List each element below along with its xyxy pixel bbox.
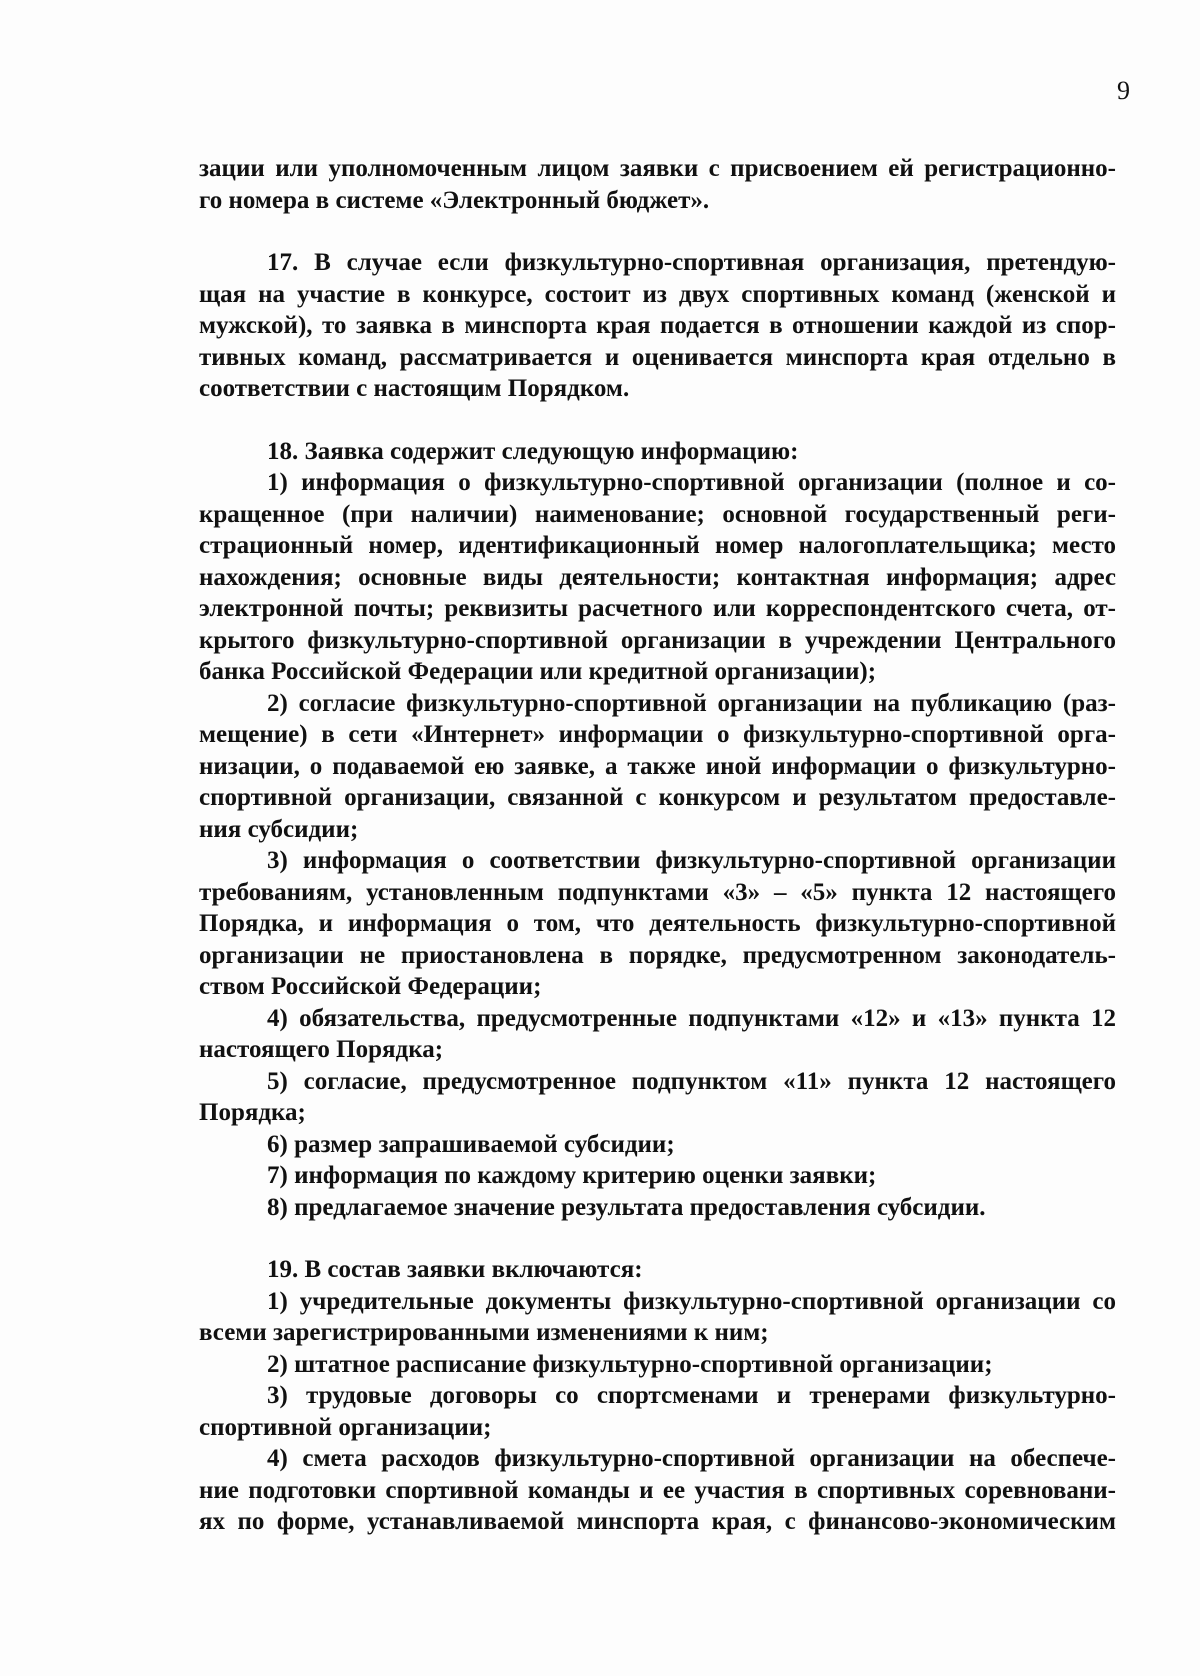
list-item-line: 4) обязательства, предусмотренные подпунктами «12» и «13» пункта 12 bbox=[267, 1004, 1116, 1032]
paragraph-19-heading: 19. В состав заявки включаются: bbox=[267, 1256, 643, 1283]
list-item-line: мещение) в сети «Интернет» информации о физкультурно-спортивной орга- bbox=[199, 721, 1116, 748]
list-item-line: страционный номер, идентификационный номер налогоплательщика; место bbox=[199, 532, 1116, 559]
list-item-line: ние подготовки спортивной команды и ее участия в спортивных соревновани- bbox=[199, 1476, 1116, 1504]
list-item-line: 7) информация по каждому критерию оценки заявки; bbox=[267, 1162, 877, 1189]
list-item-line: электронной почты; реквизиты расчетного или корреспондентского счета, от- bbox=[199, 595, 1116, 622]
list-item-line: 6) размер запрашиваемой субсидии; bbox=[267, 1130, 675, 1158]
paragraph-17-line: тивных команд, рассматривается и оценивается минспорта края отдельно в bbox=[199, 343, 1116, 371]
text-line: зации или уполномоченным лицом заявки с присвоением ей регистрационно- bbox=[199, 155, 1116, 182]
list-item-line: спортивной организации; bbox=[199, 1413, 492, 1441]
paragraph-17-line: щая на участие в конкурсе, состоит из двух спортивных команд (женской и bbox=[199, 280, 1116, 308]
list-item-line: низации, о подаваемой ею заявке, а также иной информации о физкультурно- bbox=[199, 752, 1116, 780]
list-item-line: нахождения; основные виды деятельности; контактная информация; адрес bbox=[199, 563, 1116, 591]
list-item-line: спортивной организации, связанной с конкурсом и результатом предоставле- bbox=[199, 784, 1116, 811]
list-item-line: 3) трудовые договоры со спортсменами и тренерами физкультурно- bbox=[267, 1382, 1116, 1409]
list-item-line: 1) информация о физкультурно-спортивной организации (полное и со- bbox=[267, 469, 1116, 496]
list-item-line: банка Российской Федерации или кредитной организации); bbox=[199, 658, 877, 685]
list-item-line: 4) смета расходов физкультурно-спортивной организации на обеспече- bbox=[267, 1445, 1116, 1472]
list-item-line: настоящего Порядка; bbox=[199, 1036, 444, 1063]
list-item-line: Порядка; bbox=[199, 1099, 306, 1126]
list-item-line: 2) штатное расписание физкультурно-спортивной организации; bbox=[267, 1350, 993, 1378]
text-line: го номера в системе «Электронный бюджет». bbox=[199, 186, 710, 214]
list-item-line: 2) согласие физкультурно-спортивной организации на публикацию (раз- bbox=[267, 689, 1116, 717]
list-item-line: ния субсидии; bbox=[199, 815, 359, 843]
list-item-line: всеми зарегистрированными изменениями к ним; bbox=[199, 1319, 769, 1346]
list-item-line: 5) согласие, предусмотренное подпунктом «11» пункта 12 настоящего bbox=[267, 1067, 1116, 1095]
list-item-line: организации не приостановлена в порядке, предусмотренном законодатель- bbox=[199, 941, 1116, 969]
list-item-line: Порядка, и информация о том, что деятельность физкультурно-спортивной bbox=[199, 910, 1116, 937]
paragraph-18-heading: 18. Заявка содержит следующую информацию: bbox=[267, 437, 799, 465]
list-item-line: требованиям, установленным подпунктами «3» – «5» пункта 12 настоящего bbox=[199, 878, 1116, 906]
list-item-line: 1) учредительные документы физкультурно-спортивной организации со bbox=[267, 1287, 1116, 1315]
list-item-line: крытого физкультурно-спортивной организации в учреждении Центрального bbox=[199, 626, 1116, 654]
list-item-line: 3) информация о соответствии физкультурно-спортивной организации bbox=[267, 847, 1116, 874]
page-number: 9 bbox=[1117, 76, 1130, 105]
list-item-line: ях по форме, устанавливаемой минспорта края, с финансово-экономическим bbox=[199, 1508, 1116, 1535]
list-item-line: 8) предлагаемое значение результата предоставления субсидии. bbox=[267, 1193, 986, 1221]
list-item-line: кращенное (при наличии) наименование; основной государственный реги- bbox=[199, 500, 1116, 528]
document-body bbox=[199, 153, 1116, 1538]
paragraph-17-line: 17. В случае если физкультурно-спортивная организация, претендую- bbox=[267, 249, 1116, 276]
list-item-line: ством Российской Федерации; bbox=[199, 973, 542, 1000]
paragraph-17-line: соответствии с настоящим Порядком. bbox=[199, 375, 630, 402]
paragraph-17-line: мужской), то заявка в минспорта края подается в отношении каждой из спор- bbox=[199, 312, 1116, 339]
